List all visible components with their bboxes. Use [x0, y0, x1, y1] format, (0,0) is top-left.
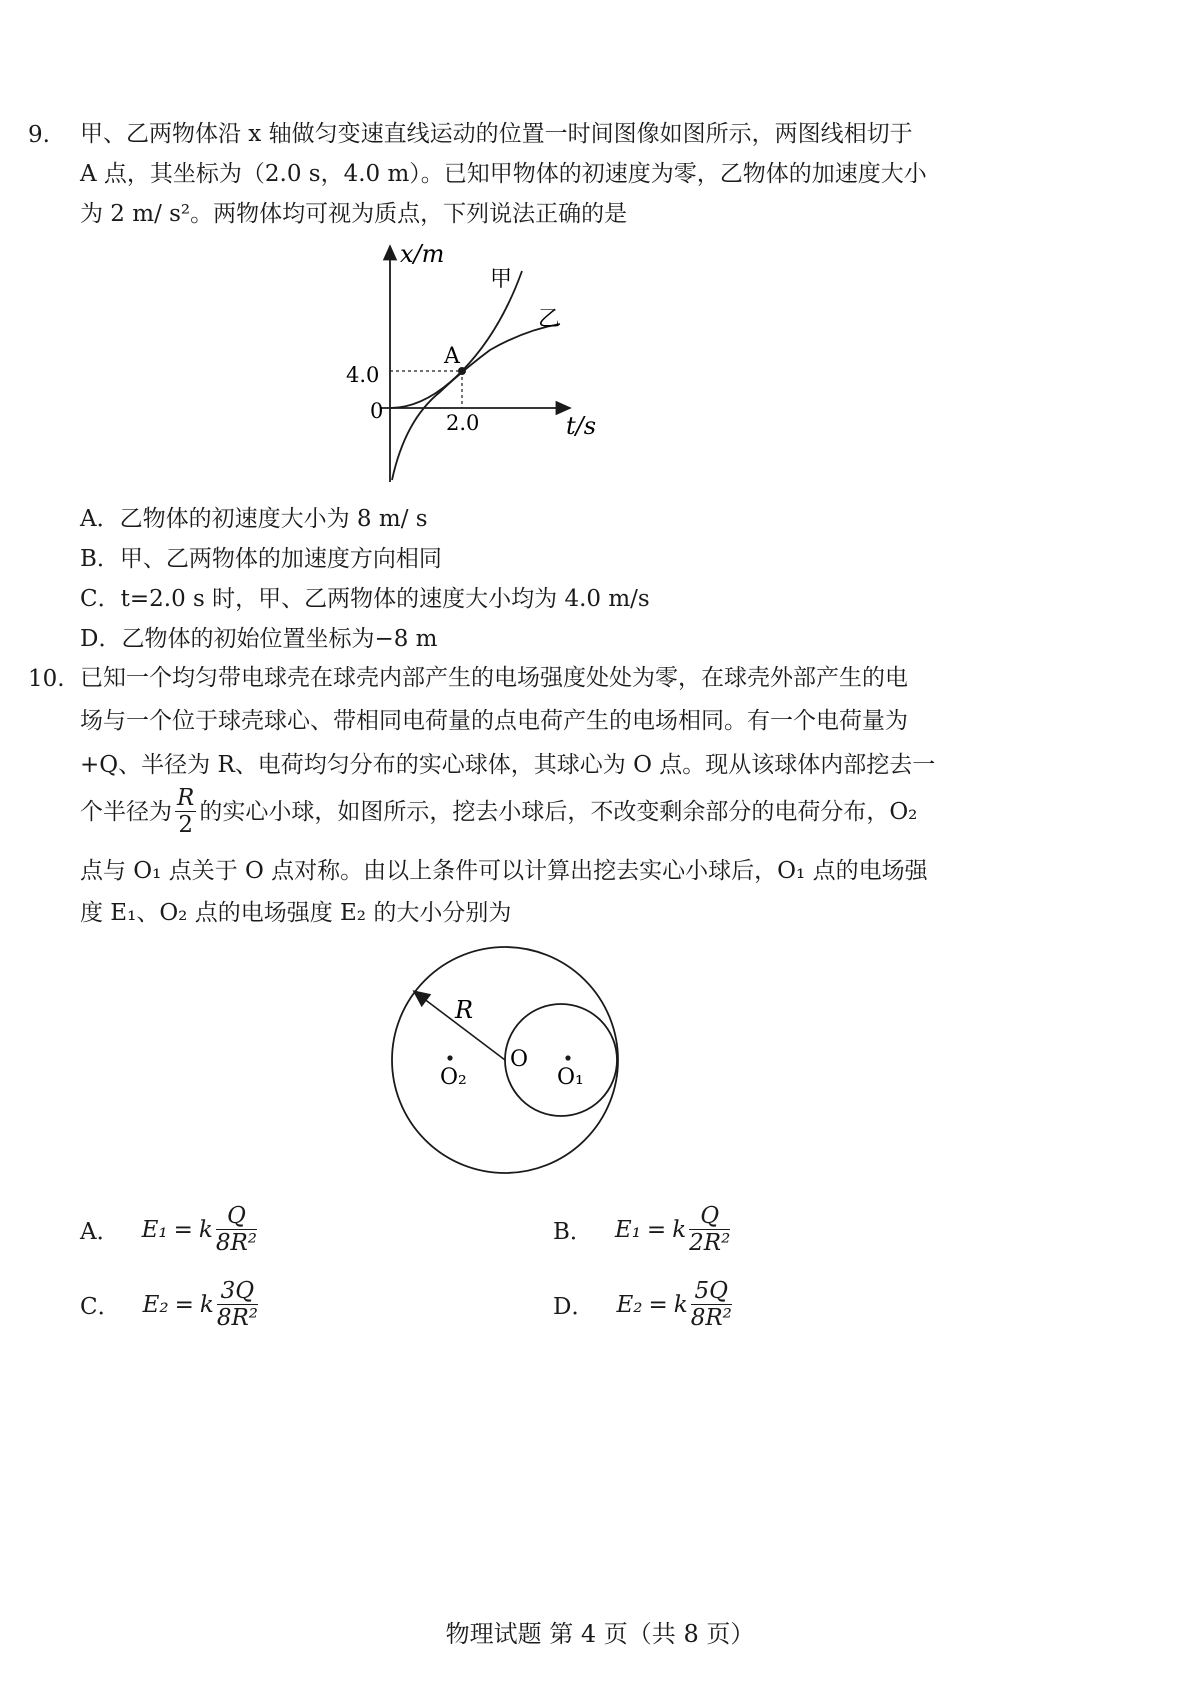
point-o1 — [565, 1055, 570, 1060]
q10-stem-line-4: 个半径为 $\frac{R}{2}$ 的实心小球，如图所示，挖去小球后，不改变剩余部分的电荷分布，O₂ — [80, 785, 918, 838]
page-footer: 物理试题 第 4 页（共 8 页） — [445, 1620, 755, 1648]
point-a-label: A — [444, 344, 460, 369]
q9-stem-line-1: 甲、乙两物体沿 x 轴做匀变速直线运动的位置一时间图像如图所示，两图线相切于 — [80, 121, 913, 147]
q10-number: 10. — [28, 666, 65, 692]
o2-label: O₂ — [440, 1065, 467, 1090]
origin-label: 0 — [370, 399, 384, 423]
q9-option-c: C．t=2.0 s 时，甲、乙两物体的速度大小均为 4.0 m/s — [80, 586, 650, 612]
q10-option-c: C． E₂ = k $\frac{3Q}{\text{8R²}}$ — [80, 1278, 259, 1331]
q10-option-b: B． E₁ = k $\frac{Q}{\text{2R²}}$ — [553, 1203, 731, 1256]
q10-stem-line-6: 度 E₁、O₂ 点的电场强度 E₂ 的大小分别为 — [80, 900, 512, 926]
q9-number: 9. — [28, 122, 50, 148]
q9-stem-line-3: 为 2 m/ s²。两物体均可视为质点，下列说法正确的是 — [80, 201, 628, 227]
center-o-label: O — [510, 1047, 529, 1072]
radius-label: R — [455, 996, 474, 1024]
o1-label: O₁ — [557, 1065, 584, 1090]
q10-stem-line-5: 点与 O₁ 点关于 O 点对称。由以上条件可以计算出挖去实心小球后，O₁ 点的电场强 — [80, 858, 928, 884]
curve-yi-label: 乙 — [538, 307, 561, 332]
curve-jia-label: 甲 — [490, 267, 513, 292]
q9-stem-line-2: A 点，其坐标为（2.0 s，4.0 m）。已知甲物体的初速度为零，乙物体的加速度大小 — [80, 161, 927, 187]
q10-option-a: A． E₁ = k $\frac{Q}{\text{8R²}}$ — [80, 1203, 258, 1256]
q10-stem-line-2: 场与一个位于球壳球心、带相同电荷量的点电荷产生的电场相同。有一个电荷量为 — [80, 708, 908, 734]
q10-stem-line-1: 已知一个均匀带电球壳在球壳内部产生的电场强度处处为零，在球壳外部产生的电 — [80, 665, 908, 691]
q10-option-d: D． E₂ = k $\frac{5Q}{\text{8R²}}$ — [553, 1278, 732, 1331]
point-o2 — [447, 1055, 452, 1060]
q10-stem-line-3: +Q、半径为 R、电荷均匀分布的实心球体，其球心为 O 点。现从该球体内部挖去一 — [80, 752, 936, 778]
q9-option-d: D．乙物体的初始位置坐标为−8 m — [80, 626, 438, 652]
y-tick-label: 4.0 — [346, 363, 380, 387]
x-tick-label: 2.0 — [446, 411, 480, 435]
y-axis-label: x/m — [400, 240, 445, 268]
q9-option-b: B．甲、乙两物体的加速度方向相同 — [80, 546, 442, 572]
q9-option-a: A．乙物体的初速度大小为 8 m/ s — [80, 506, 428, 532]
x-axis-label: t/s — [566, 412, 597, 440]
